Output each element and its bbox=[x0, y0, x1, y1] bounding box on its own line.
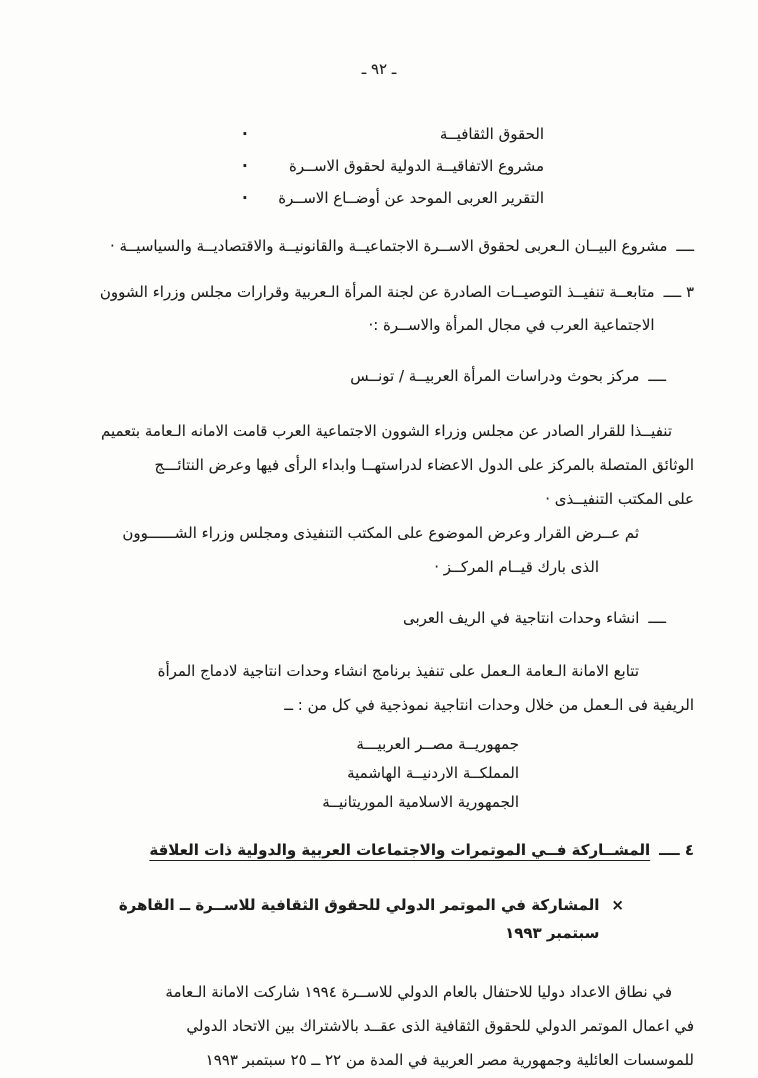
paragraph-line: الوثائق المتصلة بالمركز على الدول الاعضاء لدراستهــا وابداء الرأى فيها وعرض النتائـــج bbox=[154, 456, 694, 474]
dash-marker: ــــ bbox=[648, 609, 666, 627]
conference-item-text: المشاركة في الموتمر الدولي للحقوق الثقافية للاســرة ــ القاهرة سبتمبر ١٩٩٣ bbox=[118, 896, 600, 942]
conference-item bbox=[64, 891, 624, 947]
paragraph-line: على المكتب التنفيــذى · bbox=[545, 490, 694, 508]
list-item bbox=[64, 118, 694, 150]
paragraph-line: الريفية فى الـعمل من خلال وحدات انتاجية نموذجية في كل من : ــ bbox=[284, 696, 694, 714]
subheading-text: مركز بحوث ودراسات المرأة العربيــة / تونــس bbox=[350, 367, 640, 385]
subheading-center-tunis bbox=[64, 362, 666, 390]
paragraph-line: ثم عــرض القرار وعرض الموضوع على المكتب التنفيذى ومجلس وزراء الشــــــوون bbox=[122, 524, 639, 542]
list-item-text: مشروع الاتفاقيــة الدولية لحقوق الاســرة bbox=[289, 157, 544, 175]
paragraph-line: في نطاق الاعداد دوليا للاحتفال بالعام الدولي للاســرة ١٩٩٤ شاركت الامانة الـعامة bbox=[165, 983, 672, 1001]
list-item-text: التقرير العربى الموحد عن أوضــاع الاســرة bbox=[278, 189, 544, 207]
paragraph-conference-details bbox=[64, 975, 694, 1077]
paragraph-executive-office bbox=[64, 516, 694, 584]
period-mark: · bbox=[242, 189, 248, 207]
paragraph-line: الاجتماعية العرب في مجال المرأة والاســرة :· bbox=[368, 316, 655, 334]
paragraph-line: تتابع الامانة الـعامة الـعمل على تنفيذ برنامج انشاء وحدات انتاجية لادماج المرأة bbox=[157, 662, 639, 680]
country-item: المملكــة الاردنيــة الهاشمية bbox=[347, 764, 519, 782]
dash-marker: ــــ bbox=[676, 237, 694, 255]
paragraph-line: للموسسات العائلية وجمهورية مصر العربية في المدة من ٢٢ ــ ٢٥ سبتمبر ١٩٩٣ bbox=[205, 1051, 694, 1069]
numbered-item-3 bbox=[64, 276, 694, 342]
countries-list bbox=[64, 730, 519, 817]
period-mark: · bbox=[242, 157, 248, 175]
paragraph-rural-program bbox=[64, 654, 694, 722]
item-number: ٣ ــــ bbox=[663, 283, 694, 301]
paragraph-center-decision bbox=[64, 414, 694, 516]
country-item: الجمهورية الاسلامية الموريتانيــة bbox=[322, 793, 519, 811]
numbered-heading-4 bbox=[64, 835, 694, 865]
list-item bbox=[64, 182, 694, 214]
period-mark: · bbox=[242, 125, 248, 143]
paragraph-line: في اعمال الموتمر الدولي للحقوق الثقافية الذى عقــد بالاشتراك بين الاتحاد الدولي bbox=[186, 1017, 694, 1035]
list-item-text: الحقوق الثقافيــة bbox=[439, 125, 544, 143]
section-heading-text: المشــاركة فــي الموتمرات والاجتماعات العربية والدولية ذات العلاقة bbox=[149, 841, 651, 859]
dotted-list bbox=[64, 118, 694, 214]
dash-list-item bbox=[64, 232, 694, 260]
numbered-item-text bbox=[100, 276, 655, 342]
dash-item-text: مشروع البيــان الـعربى لحقوق الاســرة الاجتماعيــة والقانونيــة والاقتصاديــة والسياسيــة · bbox=[109, 237, 668, 255]
item-number: ٤ ــــ bbox=[659, 841, 694, 859]
dash-marker: ــــ bbox=[648, 367, 666, 385]
paragraph-line: تنفيــذا للقرار الصادر عن مجلس وزراء الشوون الاجتماعية العرب قامت الامانه الـعامة بتعميم bbox=[100, 422, 672, 440]
subheading-text: انشاء وحدات انتاجية في الريف العربى bbox=[402, 609, 640, 627]
cross-marker: × bbox=[611, 896, 624, 914]
paragraph-line: الذى بارك قيــام المركــز · bbox=[434, 558, 599, 576]
paragraph-line: متابعــة تنفيــذ التوصيــات الصادرة عن لجنة المرأة الـعربية وقرارات مجلس وزراء الشوون bbox=[99, 283, 655, 301]
page-number: ـ ٩٢ ـ bbox=[361, 60, 397, 78]
list-item bbox=[64, 150, 694, 182]
country-item: جمهوريــة مصــر العربيـــة bbox=[356, 735, 519, 753]
subheading-rural-units bbox=[64, 604, 666, 632]
